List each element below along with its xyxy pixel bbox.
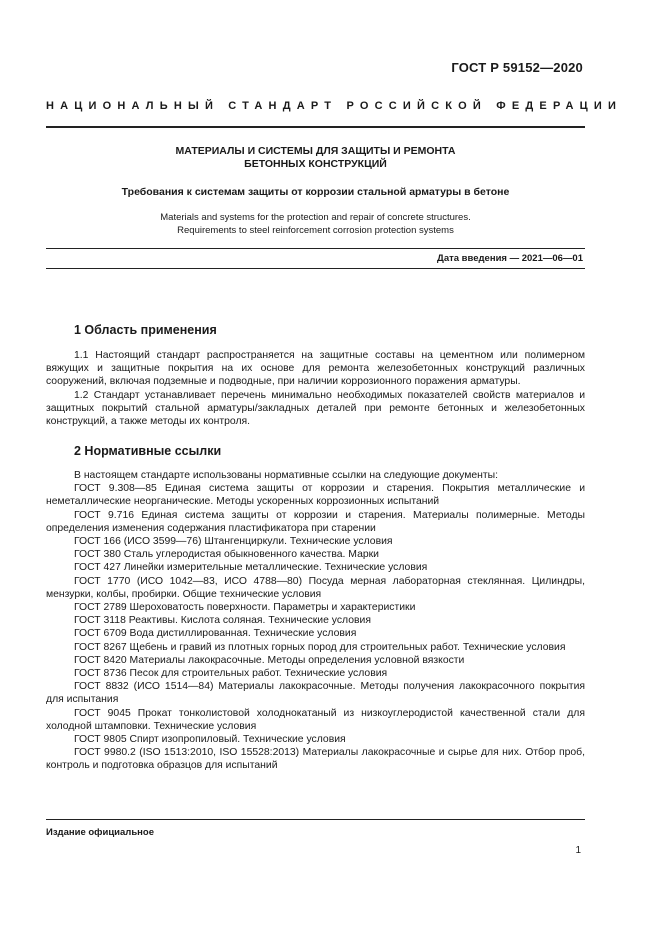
title-line-1: МАТЕРИАЛЫ И СИСТЕМЫ ДЛЯ ЗАЩИТЫ И РЕМОНТА	[175, 145, 456, 157]
reference-item: ГОСТ 2789 Шероховатость поверхности. Параметры и характеристики	[74, 602, 416, 614]
official-edition-label: Издание официальное	[46, 827, 154, 838]
reference-item: ГОСТ 9.716 Единая система защиты от коррозии и старения. Материалы полимерные. Методы определения изменения содержания пластификатора при старении	[46, 509, 585, 534]
english-title-line-2: Requirements to steel reinforcement corrosion protection systems	[177, 225, 454, 236]
footer-rule	[46, 819, 585, 820]
reference-item: ГОСТ 3118 Реактивы. Кислота соляная. Технические условия	[74, 615, 371, 627]
reference-item: ГОСТ 1770 (ИСО 1042—83, ИСО 4788—80) Посуда мерная лабораторная стеклянная. Цилиндры, мензурки, колбы, пробирки. Общие технические условия	[46, 575, 585, 600]
reference-item: ГОСТ 8832 (ИСО 1514—84) Материалы лакокрасочные. Методы получения лакокрасочного покрытия для испытания	[46, 681, 585, 706]
document-subtitle: Требования к системам защиты от коррозии стальной арматуры в бетоне	[121, 186, 510, 198]
reference-item: ГОСТ 6709 Вода дистиллированная. Технические условия	[74, 628, 357, 640]
reference-item: ГОСТ 8267 Щебень и гравий из плотных горных пород для строительных работ. Технические условия	[74, 641, 566, 653]
section-1-heading: 1 Область применения	[74, 323, 217, 337]
reference-item: ГОСТ 380 Сталь углеродистая обыкновенного качества. Марки	[74, 549, 379, 561]
reference-item: ГОСТ 8420 Материалы лакокрасочные. Методы определения условной вязкости	[74, 654, 465, 666]
reference-item: ГОСТ 9980.2 (ISO 1513:2010, ISO 15528:2013) Материалы лакокрасочные и сырье для них. Отбор проб, контроль и подготовка образцов для испытаний	[46, 747, 585, 772]
title-line-2: БЕТОННЫХ КОНСТРУКЦИЙ	[244, 157, 387, 170]
header-rule	[46, 126, 585, 128]
paragraph: В настоящем стандарте использованы нормативные ссылки на следующие документы:	[74, 470, 498, 481]
paragraph: 1.2 Стандарт устанавливает перечень минимально необходимых показателей свойств материалов и защитных покрытий стальной арматуры/закладных деталей при ремонте бетонных и железобетонных конструкций, а также методы их контроля.	[46, 389, 585, 428]
title-rule	[46, 248, 585, 249]
reference-item: ГОСТ 166 (ИСО 3599—76) Штангенциркули. Технические условия	[74, 536, 393, 548]
english-title-line-1: Materials and systems for the protection and repair of concrete structures.	[160, 212, 471, 223]
section-1-body	[46, 349, 585, 428]
section-2-body	[46, 469, 585, 773]
page-number: 1	[575, 845, 581, 856]
section-2-heading: 2 Нормативные ссылки	[74, 444, 222, 458]
national-standard-banner: НАЦИОНАЛЬНЫЙ СТАНДАРТ РОССИЙСКОЙ ФЕДЕРАЦИИ	[46, 100, 623, 112]
reference-item: ГОСТ 427 Линейки измерительные металлические. Технические условия	[74, 562, 428, 574]
introduction-date: Дата введения — 2021—06—01	[437, 253, 583, 264]
date-rule	[46, 268, 585, 269]
reference-item: ГОСТ 9.308—85 Единая система защиты от коррозии и старения. Покрытия металлические и неметаллические неорганические. Методы ускоренных коррозионных испытаний	[46, 483, 585, 508]
english-title	[46, 211, 585, 237]
document-code: ГОСТ Р 59152—2020	[451, 60, 583, 75]
reference-item: ГОСТ 8736 Песок для строительных работ. Технические условия	[74, 668, 388, 680]
paragraph: 1.1 Настоящий стандарт распространяется на защитные составы на цементном или полимерном вяжущих и защитные покрытия на их основе для ремонта железобетонных конструкций различных сооружений, включая подземные и подводные, при наличии коррозионного поражения арматуры.	[46, 350, 585, 388]
reference-item: ГОСТ 9805 Спирт изопропиловый. Технические условия	[74, 734, 346, 746]
reference-item: ГОСТ 9045 Прокат тонколистовой холоднокатаный из низкоуглеродистой качественной стали для холодной штамповки. Технические условия	[46, 707, 585, 732]
document-title	[46, 145, 585, 170]
